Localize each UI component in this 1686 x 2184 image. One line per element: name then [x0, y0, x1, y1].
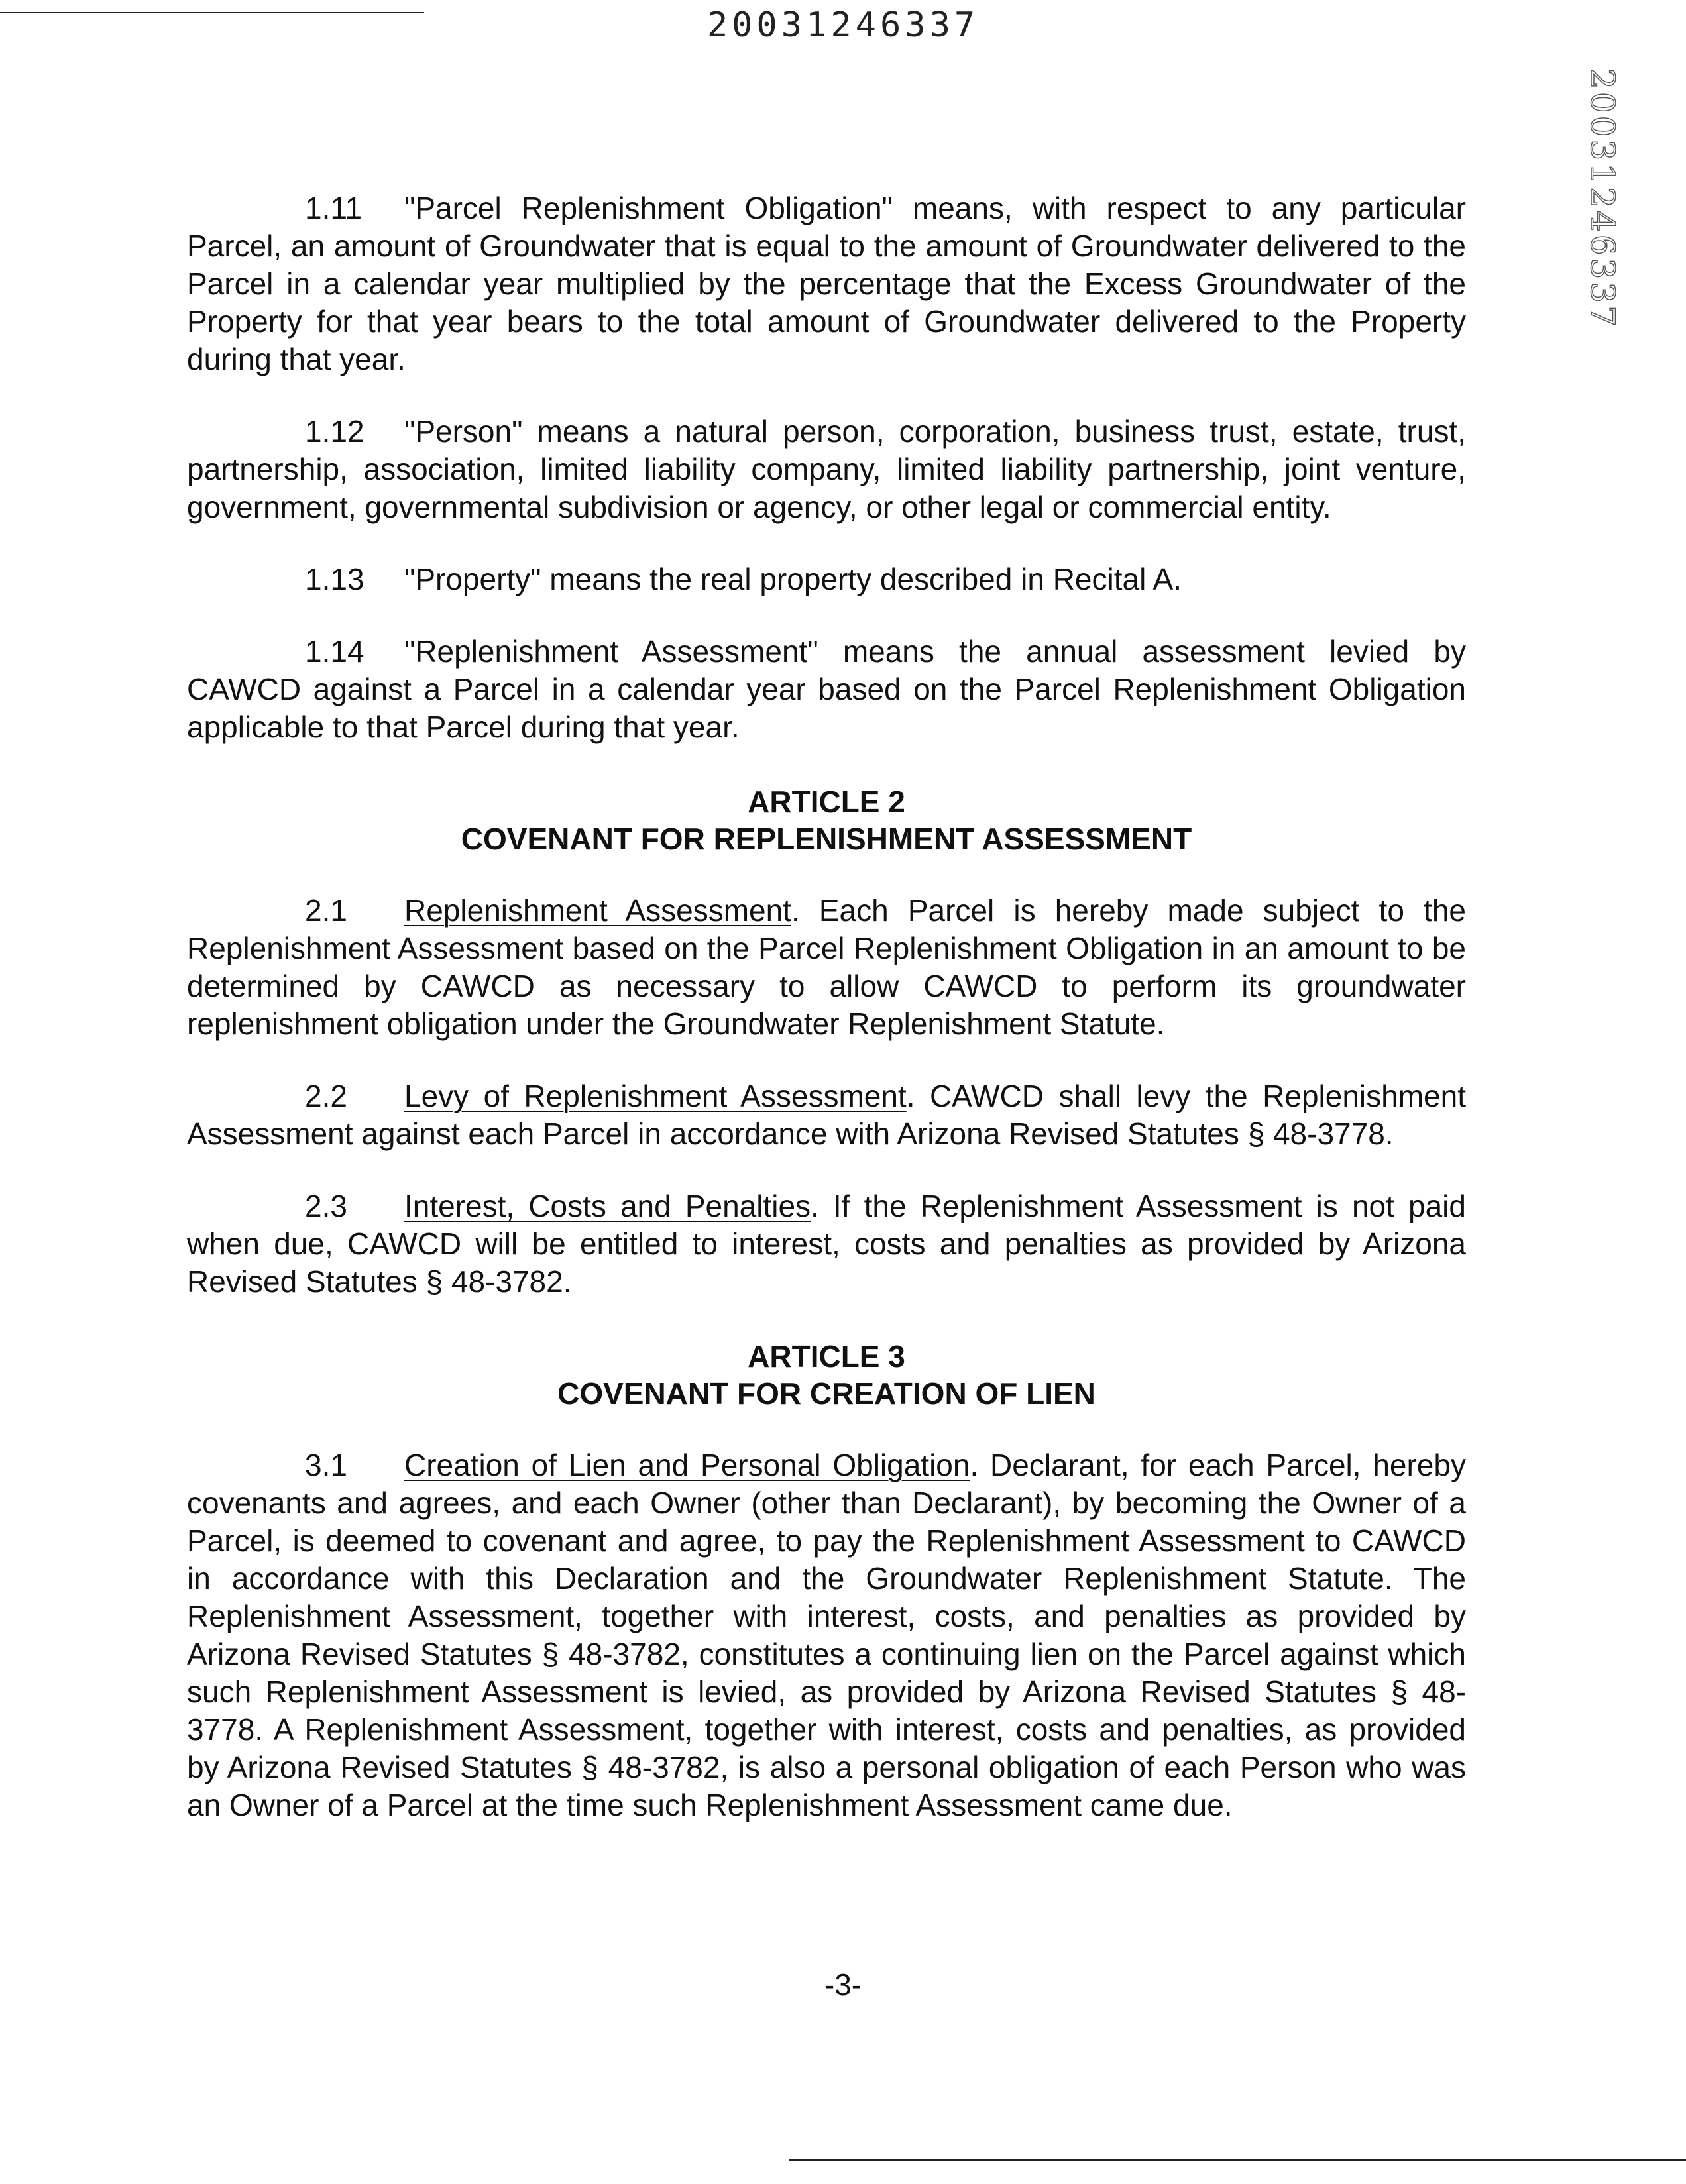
section-text: "Property" means the real property described in Recital A.	[404, 562, 1182, 596]
section-text: . If the Replenishment Assessment is not paid when due, CAWCD will be entitled to interest, costs and penalties as provided by Arizona Revised Statutes § 48-3782.	[187, 1189, 1466, 1299]
section-1-13	[187, 561, 1466, 598]
section-3-1	[187, 1447, 1466, 1824]
section-number: 1.14	[305, 634, 365, 669]
section-1-14	[187, 633, 1466, 746]
article-label: ARTICLE 2	[748, 785, 905, 819]
section-1-12	[187, 413, 1466, 526]
section-heading: Levy of Replenishment Assessment	[404, 1079, 907, 1113]
side-stamp-text: 20031246337	[1583, 68, 1622, 329]
section-text: "Person" means a natural person, corporation, business trust, estate, trust, partnership, association, limited liability company, limited liability partnership, joint venture, government, governmental subdivision or agency, or other legal or commercial entity.	[187, 414, 1466, 524]
page-number: -3-	[824, 1967, 862, 2002]
side-stamp	[1581, 68, 1624, 329]
article-title: COVENANT FOR REPLENISHMENT ASSESSMENT	[461, 822, 1192, 856]
section-number: 2.1	[305, 893, 347, 928]
bottom-rule	[789, 2159, 1686, 2161]
section-2-1	[187, 892, 1466, 1043]
document-body	[187, 190, 1466, 1859]
article-2-heading	[187, 783, 1466, 857]
section-number: 1.12	[305, 414, 365, 449]
section-text: . Declarant, for each Parcel, hereby covenants and agrees, and each Owner (other than Declarant), by becoming the Owner of a Parcel, is deemed to covenant and agree, to pay the Replenishment Assessment to CAWCD in accordance with this Declaration and the Groundwater Replenishment Statute. The Replenishment Assessment, together with interest, costs, and penalties as provided by Arizona Revised Statutes § 48-3782, constitutes a continuing lien on the Parcel against which such Replenishment Assessment is levied, as provided by Arizona Revised Statutes § 48-3778. A Replenishment Assessment, together with interest, costs and penalties, as provided by Arizona Revised Statutes § 48-3782, is also a personal obligation of each Person who was an Owner of a Parcel at the time such Replenishment Assessment came due.	[187, 1448, 1466, 1822]
section-number: 2.2	[305, 1079, 347, 1113]
section-number: 1.13	[305, 562, 365, 596]
section-2-2	[187, 1077, 1466, 1153]
section-text: . Each Parcel is hereby made subject to the Replenishment Assessment based on the Parcel Replenishment Obligation in an amount to be determined by CAWCD as necessary to allow CAWCD to perform its groundwater replenishment obligation under the Groundwater Replenishment Statute.	[187, 893, 1466, 1041]
section-number: 2.3	[305, 1189, 347, 1223]
section-number: 1.11	[305, 191, 363, 225]
section-text: "Parcel Replenishment Obligation" means, with respect to any particular Parcel, an amount of Groundwater that is equal to the amount of Groundwater delivered to the Parcel in a calendar year multiplied by the percentage that the Excess Groundwater of the Property for that year bears to the total amount of Groundwater delivered to the Property during that year.	[187, 191, 1466, 376]
section-text: . CAWCD shall levy the Replenishment Assessment against each Parcel in accordance with Arizona Revised Statutes § 48-3778.	[187, 1079, 1466, 1151]
document-number: 20031246337	[706, 5, 980, 45]
article-3-heading	[187, 1338, 1466, 1412]
section-text: "Replenishment Assessment" means the annual assessment levied by CAWCD against a Parcel in a calendar year based on the Parcel Replenishment Obligation applicable to that Parcel during that year.	[187, 634, 1466, 744]
section-2-3	[187, 1187, 1466, 1301]
section-1-11	[187, 190, 1466, 378]
article-label: ARTICLE 3	[748, 1339, 905, 1374]
section-heading: Creation of Lien and Personal Obligation	[404, 1448, 970, 1482]
section-heading: Interest, Costs and Penalties	[404, 1189, 811, 1223]
article-title: COVENANT FOR CREATION OF LIEN	[557, 1376, 1096, 1411]
section-heading: Replenishment Assessment	[404, 893, 791, 928]
section-number: 3.1	[305, 1448, 347, 1482]
